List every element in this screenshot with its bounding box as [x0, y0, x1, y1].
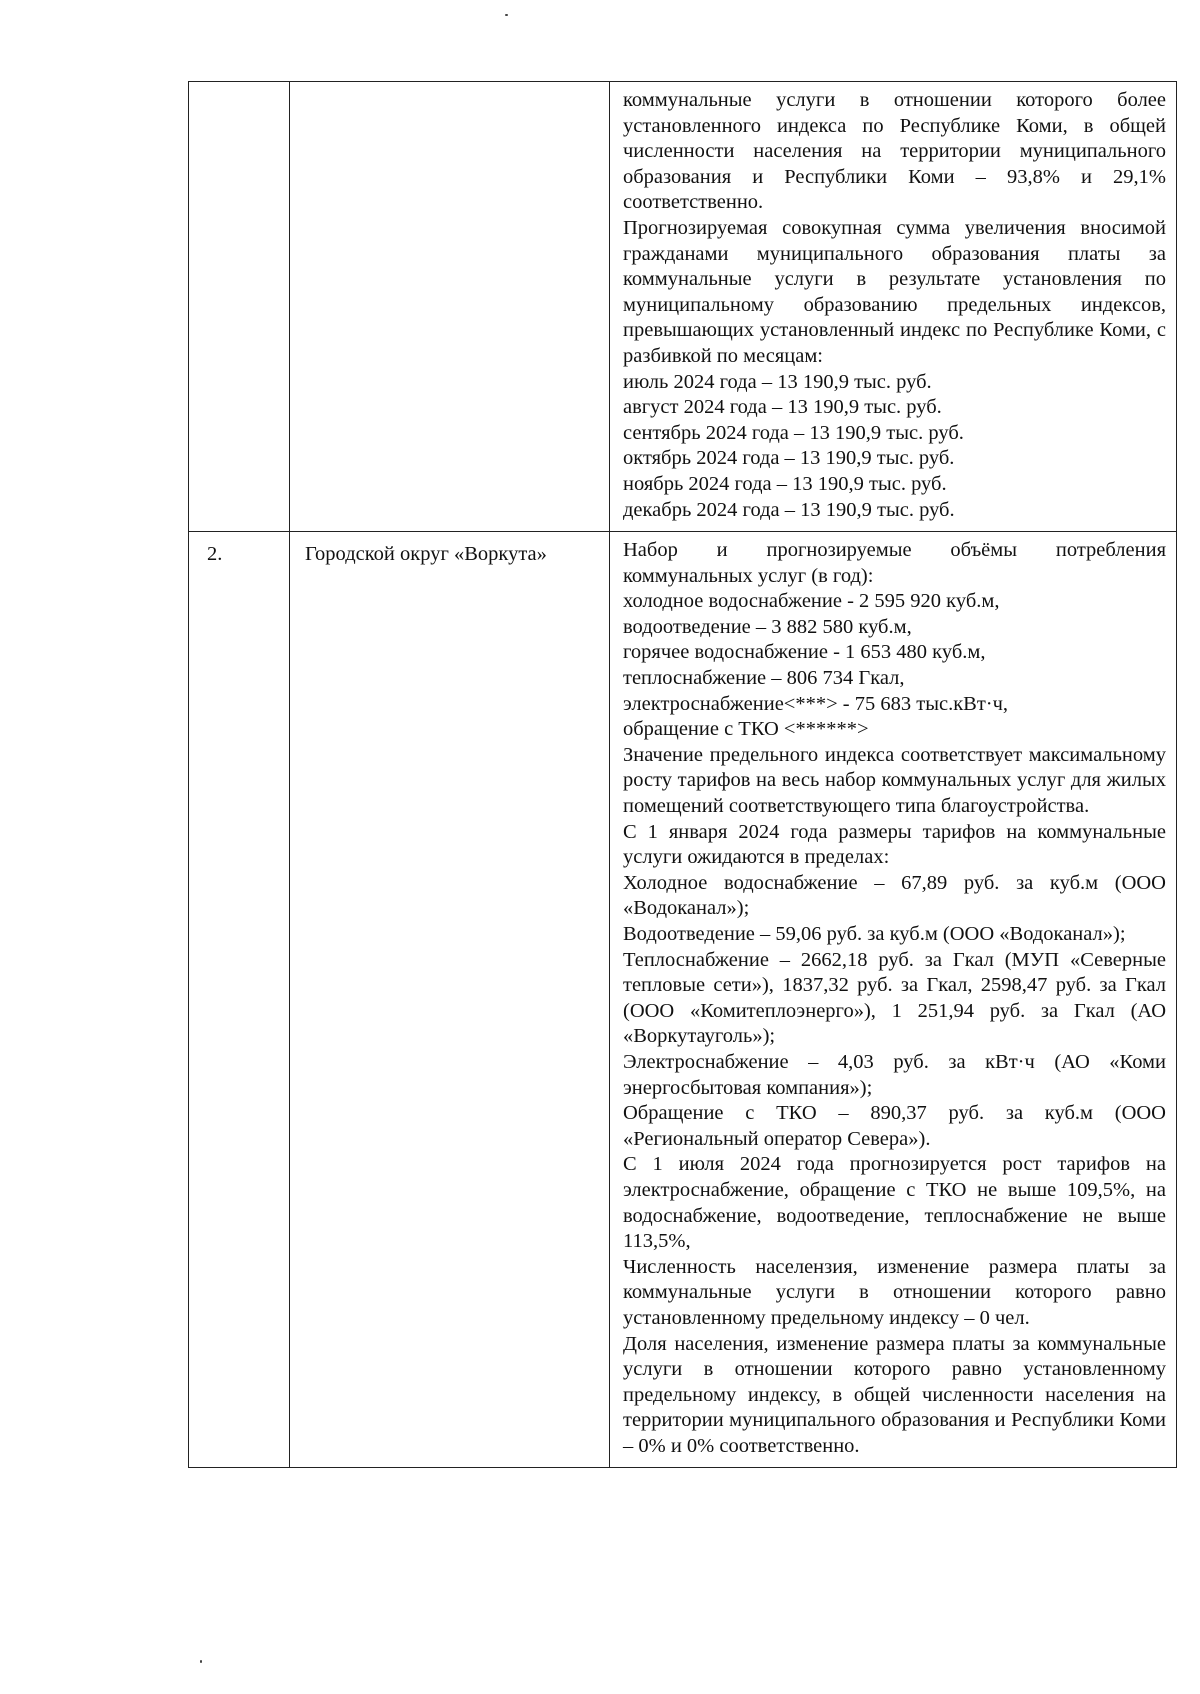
- row-number: [189, 82, 290, 532]
- volume-line: электроснабжение<***> - 75 683 тыс.кВт·ч,: [623, 692, 1009, 715]
- month-line: октябрь 2024 года – 13 190,9 тыс. руб.: [623, 447, 955, 470]
- content-paragraph: Теплоснабжение – 2662,18 руб. за Гкал (МУП «Северные тепловые сети»), 1837,32 руб. за Гкал, 2598,47 руб. за Гкал (ООО «Комитеплоэнерго»), 1 251,94 руб. за Гкал (АО «Воркутауголь»);: [623, 948, 1166, 1048]
- content-paragraph: Обращение с ТКО – 890,37 руб. за куб.м (ООО «Региональный оператор Севера»).: [623, 1102, 1166, 1150]
- content-paragraph: Холодное водоснабжение – 67,89 руб. за куб.м (ООО «Водоканал»);: [623, 871, 1166, 920]
- month-line: декабрь 2024 года – 13 190,9 тыс. руб.: [623, 498, 955, 521]
- municipality-name: [290, 82, 610, 532]
- table-row: [189, 82, 1177, 532]
- content-paragraph: Электроснабжение – 4,03 руб. за кВт·ч (АО «Коми энергосбытовая компания»);: [623, 1050, 1166, 1099]
- data-table: [188, 81, 1177, 1468]
- row-content: [610, 532, 1177, 1468]
- volume-line: холодное водоснабжение - 2 595 920 куб.м,: [623, 590, 1000, 613]
- month-line: июль 2024 года – 13 190,9 тыс. руб.: [623, 370, 932, 393]
- table-row: [189, 532, 1177, 1468]
- month-line: ноябрь 2024 года – 13 190,9 тыс. руб.: [623, 472, 947, 495]
- content-paragraph: Значение предельного индекса соответствует максимальному росту тарифов на весь набор коммунальных услуг для жилых помещений соответствующего типа благоустройства.: [623, 743, 1166, 818]
- content-paragraph: С 1 июля 2024 года прогнозируется рост тарифов на электроснабжение, обращение с ТКО не выше 109,5%, на водоснабжение, водоотведение, теплоснабжение не выше 113,5%,: [623, 1153, 1166, 1253]
- content-paragraph: Численность населензия, изменение размера платы за коммунальные услуги в отношении которого равно установленному предельному индексу – 0 чел.: [623, 1255, 1166, 1329]
- content-paragraph: Набор и прогнозируемые объёмы потребления коммунальных услуг (в год):: [623, 539, 1166, 587]
- month-line: сентябрь 2024 года – 13 190,9 тыс. руб.: [623, 421, 964, 444]
- volume-line: горячее водоснабжение - 1 653 480 куб.м,: [623, 641, 986, 664]
- content-paragraph: коммунальные услуги в отношении которого более установленного индекса по Республике Коми, в общей численности населения на территории муниципального образования и Республики Коми – 93,8% и 29,1% соответственно.: [623, 89, 1166, 214]
- row-number: 2.: [189, 532, 290, 1468]
- content-paragraph: С 1 января 2024 года размеры тарифов на коммунальные услуги ожидаются в пределах:: [623, 820, 1166, 869]
- row-content: [610, 82, 1177, 532]
- content-paragraph: Доля населения, изменение размера платы за коммунальные услуги в отношении которого равно установленному предельному индексу, в общей численности населения на территории муниципального образования и Республики Коми – 0% и 0% соответственно.: [623, 1332, 1166, 1457]
- month-line: август 2024 года – 13 190,9 тыс. руб.: [623, 396, 942, 419]
- municipality-name: Городской округ «Воркута»: [290, 532, 610, 1468]
- scan-speck: [505, 14, 508, 16]
- volume-line: обращение с ТКО <******>: [623, 718, 869, 741]
- scan-speck: [200, 1660, 202, 1663]
- volume-line: водоотведение – 3 882 580 куб.м,: [623, 615, 912, 638]
- content-paragraph: Прогнозируемая совокупная сумма увеличения вносимой гражданами муниципального образования платы за коммунальные услуги в результате установления по муниципальному образованию предельных индексов, превышающих установленный индекс по Республике Коми, с разбивкой по месяцам:: [623, 216, 1166, 367]
- content-paragraph: Водоотведение – 59,06 руб. за куб.м (ООО «Водоканал»);: [623, 923, 1126, 945]
- volume-line: теплоснабжение – 806 734 Гкал,: [623, 667, 905, 690]
